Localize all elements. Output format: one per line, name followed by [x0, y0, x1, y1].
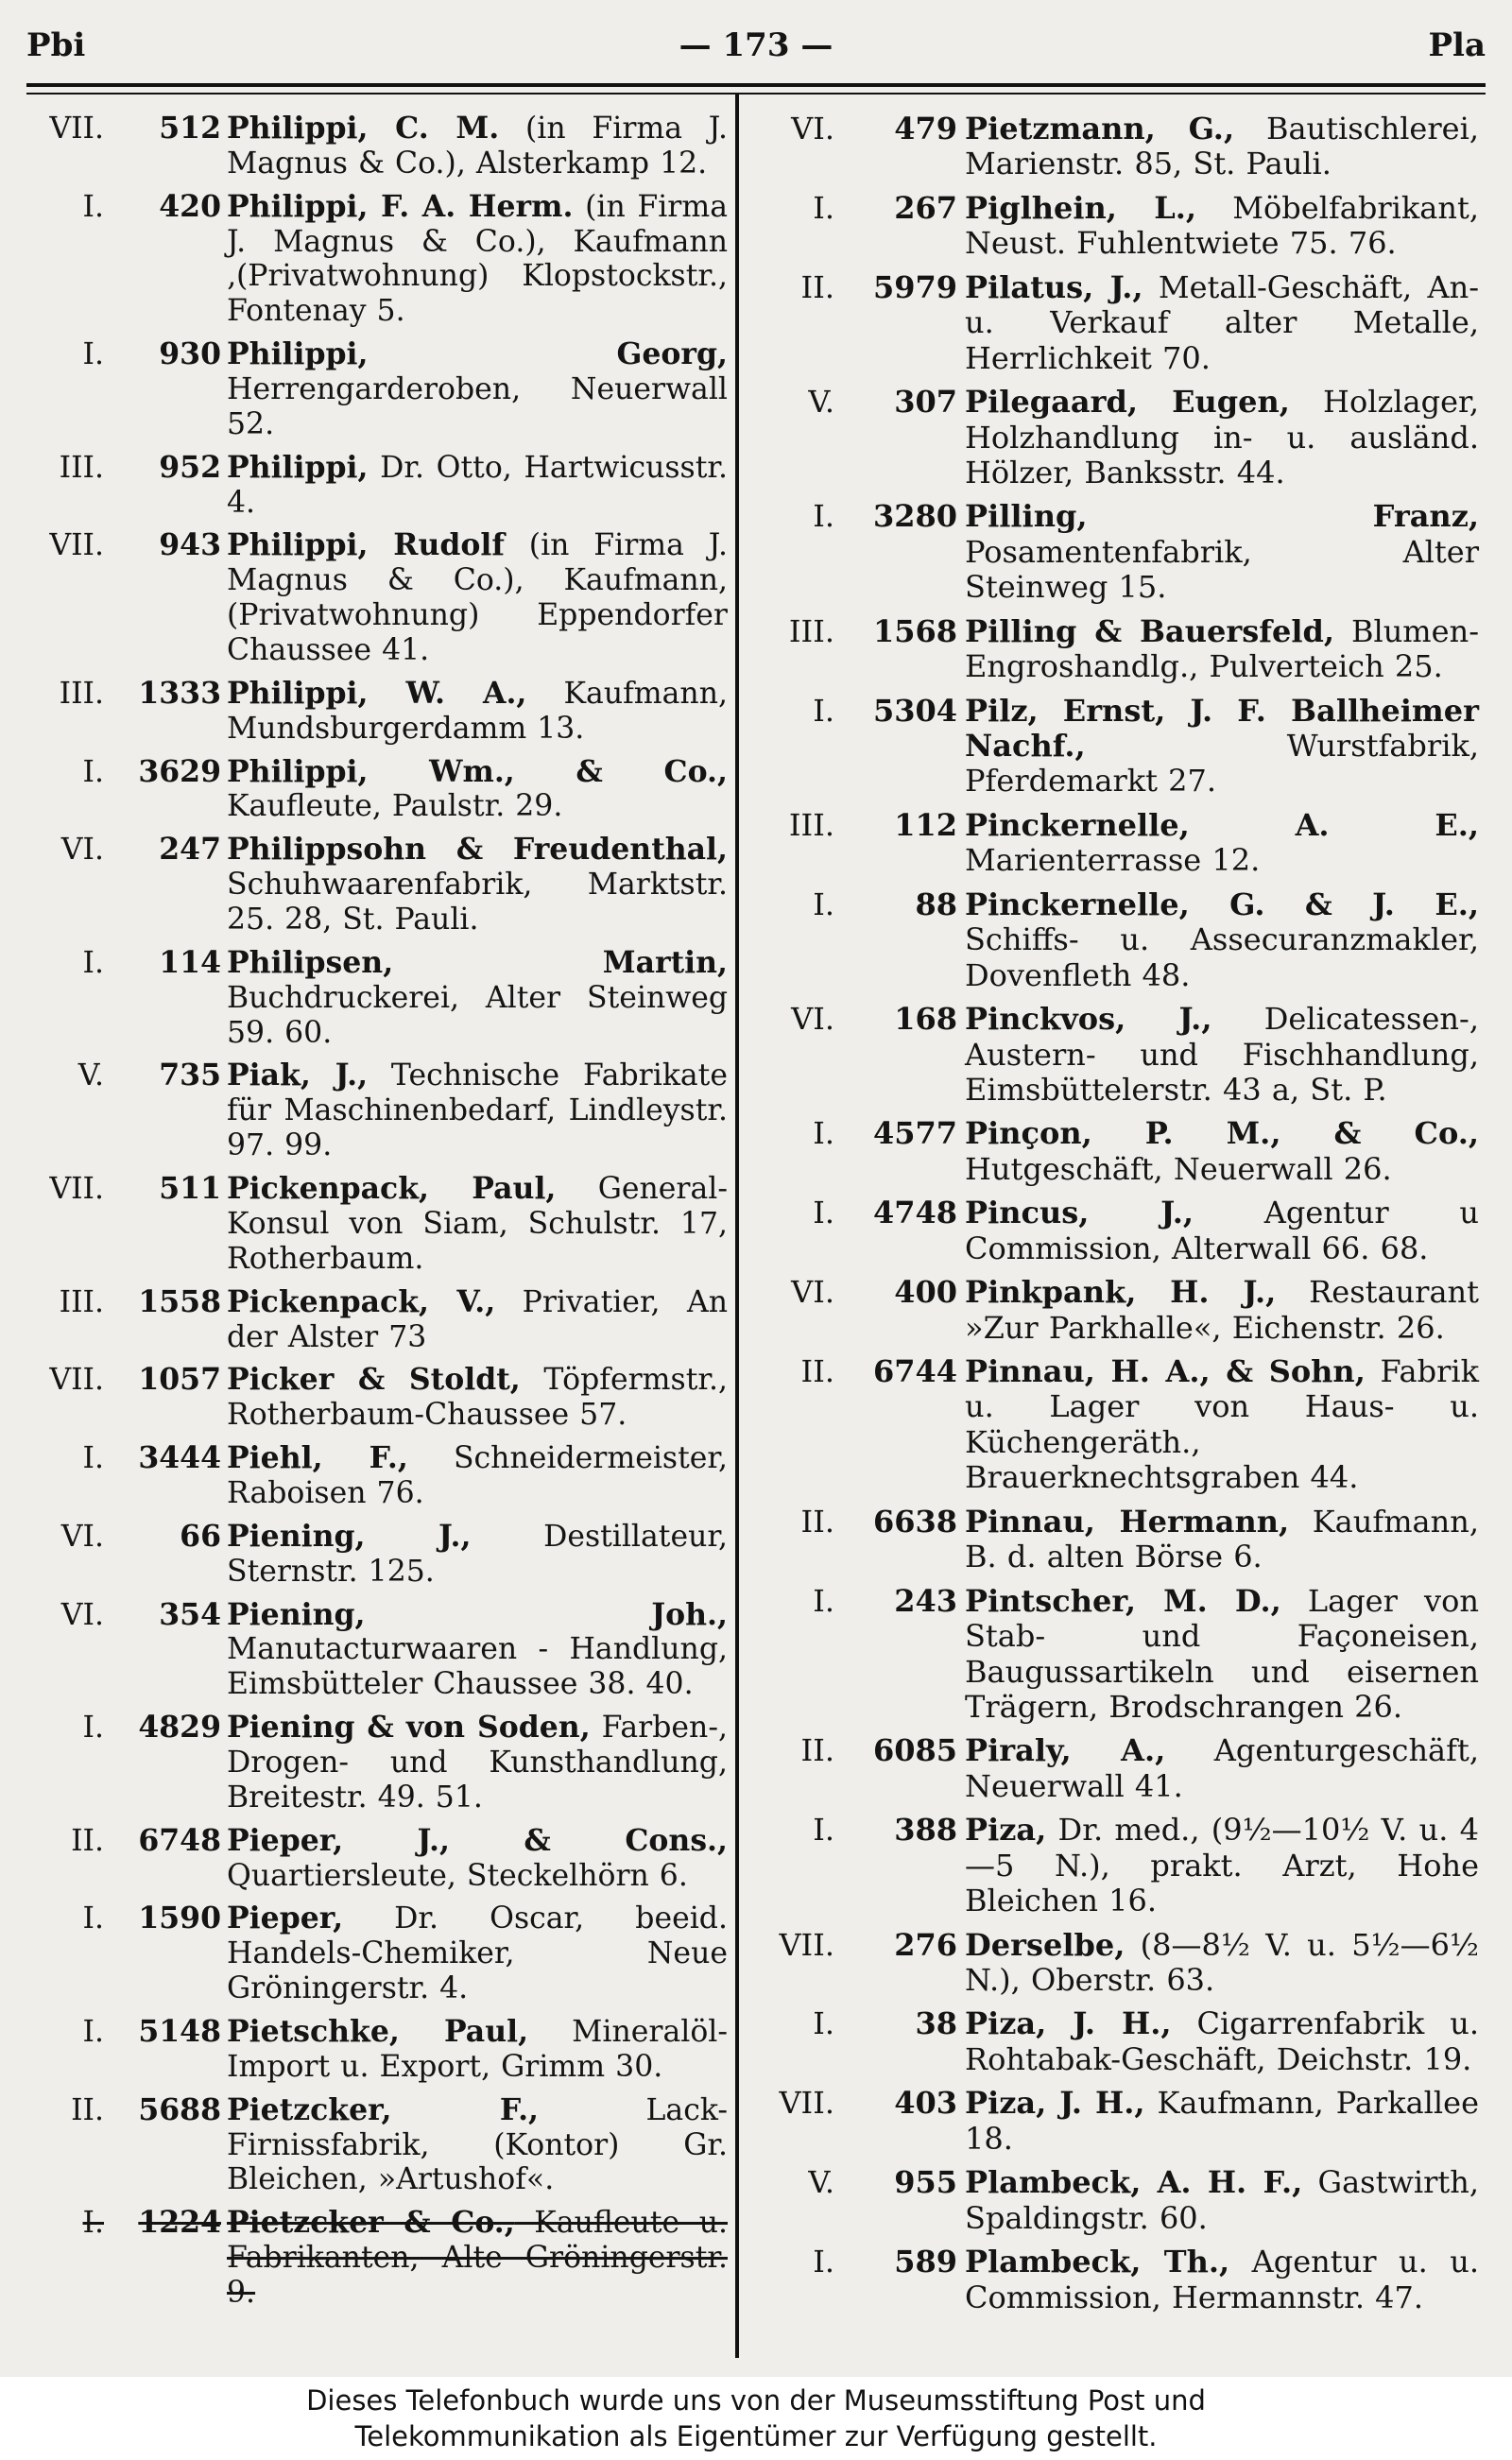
- phone-number: 243: [894, 1582, 957, 1619]
- directory-entry: [749, 1813, 1479, 1918]
- district-number: VII.: [779, 1926, 834, 1963]
- subscriber-details: Manutacturwaaren - Handlung, Eimsbütteler Chaussee 38. 40.: [227, 1632, 728, 1702]
- district-number: III.: [59, 1284, 104, 1319]
- directory-entry: [26, 1824, 728, 1894]
- phone-number: 512: [159, 111, 221, 146]
- subscriber-name: Pinckernelle, A. E.,: [965, 806, 1479, 843]
- subscriber-details: Kaufmann, Mundsburgerdamm 13.: [227, 676, 729, 746]
- subscriber-details: Dr. Oscar, beeid. Handels-Chemiker, Neue Gröningerstr. 4.: [227, 1901, 728, 2006]
- phone-number: 1568: [872, 612, 957, 649]
- phone-number: 4577: [872, 1115, 957, 1152]
- subscriber-name: Piraly, A.,: [965, 1732, 1166, 1769]
- directory-entry: [749, 1584, 1479, 1726]
- directory-entry: [749, 2165, 1479, 2236]
- page-header: [26, 26, 1486, 74]
- phone-number: 943: [159, 527, 221, 563]
- phone-number: 5979: [872, 268, 957, 305]
- subscriber-name: Pinnau, H. A., & Sohn,: [965, 1353, 1366, 1389]
- subscriber-details: Schiffs- u. Assecuranzmakler, Dovenfleth 48.: [965, 921, 1479, 993]
- subscriber-name: Pintscher, M. D.,: [965, 1582, 1281, 1619]
- entry-text: [227, 1520, 728, 1590]
- subscriber-details: Mineralöl-Import u. Export, Grimm 30.: [227, 2014, 728, 2084]
- subscriber-details: Quartiersleute, Steckelhörn 6.: [227, 1858, 688, 1893]
- subscriber-name: Philipsen, Martin,: [227, 944, 728, 980]
- subscriber-details: Lack-Firnissfabrik, (Kontor) Gr. Bleichen, »Artushof«.: [227, 2092, 729, 2197]
- district-number: V.: [808, 2164, 834, 2201]
- header-rule: [26, 83, 1486, 87]
- subscriber-details: (in Firma J. Magnus & Co.), Kaufmann ‚(Privatwohnung) Klopstockstr., Fontenay 5.: [227, 189, 728, 329]
- directory-entry: [749, 1505, 1479, 1575]
- district-number: II.: [71, 2092, 104, 2127]
- subscriber-details: Herrengarderoben, Neuerwall 52.: [227, 372, 728, 441]
- phone-number: 4829: [138, 1710, 221, 1746]
- subscriber-name: Pilegaard, Eugen,: [965, 384, 1290, 421]
- directory-entry: [749, 1002, 1479, 1108]
- phone-number: 388: [894, 1812, 957, 1849]
- phone-number: 400: [894, 1274, 957, 1311]
- phone-number: 114: [159, 944, 221, 980]
- directory-entry: [749, 694, 1479, 800]
- entry-text: [965, 270, 1479, 376]
- phone-number: 38: [915, 2005, 957, 2042]
- district-number: III.: [59, 676, 104, 711]
- directory-entry: [26, 1285, 728, 1355]
- subscriber-details: Posamentenfabrik, Alter Steinweg 15.: [965, 533, 1479, 606]
- directory-entry: [26, 2206, 728, 2311]
- subscriber-details: Blumen-Engroshandlg., Pulverteich 25.: [965, 612, 1480, 685]
- page-number: — 173 —: [679, 26, 833, 64]
- phone-number: 952: [159, 449, 221, 485]
- subscriber-details: Dr. med., (9½—10½ V. u. 4—5 N.), prakt. Arzt, Hohe Bleichen 16.: [965, 1812, 1479, 1919]
- district-number: I.: [82, 189, 104, 224]
- district-number: III.: [59, 450, 104, 485]
- subscriber-name: Piehl, F.,: [227, 1440, 408, 1476]
- entry-text: [965, 1354, 1479, 1496]
- subscriber-details: Agenturgeschäft, Neuerwall 41.: [965, 1732, 1480, 1804]
- directory-entry: [26, 112, 728, 181]
- district-number: II.: [800, 1732, 834, 1769]
- district-number: VI.: [60, 833, 104, 868]
- subscriber-name: Piak, J.,: [227, 1058, 369, 1093]
- phone-number: 6638: [872, 1503, 957, 1540]
- subscriber-details: Kaufleute, Paulstr. 29.: [227, 789, 563, 824]
- phone-number: 247: [159, 832, 221, 868]
- district-number: VII.: [49, 1172, 104, 1207]
- right-column: [749, 112, 1479, 2324]
- entry-text: [227, 1441, 728, 1511]
- district-number: I.: [82, 2206, 104, 2241]
- entry-text: [227, 2093, 728, 2198]
- entry-text: [965, 2165, 1479, 2236]
- entry-text: [965, 191, 1479, 262]
- subscriber-name: Philippi, C. M.: [227, 111, 500, 146]
- directory-entry: [749, 1354, 1479, 1496]
- subscriber-name: Pinckernelle, G. & J. E.,: [965, 886, 1479, 922]
- subscriber-name: Pincus, J.,: [965, 1195, 1194, 1231]
- district-number: I.: [82, 2014, 104, 2049]
- district-number: VII.: [49, 1363, 104, 1398]
- subscriber-details: Agentur u. u. Commission, Hermannstr. 47.: [965, 2244, 1480, 2315]
- phone-number: 4748: [872, 1195, 957, 1231]
- subscriber-name: Piening, J.,: [227, 1518, 472, 1554]
- subscriber-details: Bautischlerei, Marienstr. 85, St. Pauli.: [965, 111, 1480, 182]
- subscriber-details: Kaufmann, Parkallee 18.: [965, 2085, 1480, 2157]
- entry-text: [965, 694, 1479, 800]
- directory-entry: [26, 528, 728, 667]
- subscriber-name: Pinckvos, J.,: [965, 1001, 1212, 1038]
- directory-entry: [749, 887, 1479, 993]
- subscriber-name: Philippi, F. A. Herm.: [227, 188, 574, 224]
- district-number: I.: [813, 692, 834, 729]
- phone-number: 1057: [138, 1362, 221, 1398]
- subscriber-name: Pinçon, P. M., & Co.,: [965, 1115, 1479, 1152]
- subscriber-name: Pilatus, J.,: [965, 268, 1143, 305]
- phone-number: 66: [180, 1518, 221, 1554]
- phone-number: 112: [894, 806, 957, 843]
- subscriber-details: Destillateur, Sternstr. 125.: [227, 1519, 728, 1589]
- entry-text: [227, 2015, 728, 2085]
- subscriber-name: Pinkpank, H. J.,: [965, 1274, 1277, 1311]
- phone-number: 6748: [138, 1822, 221, 1858]
- directory-entry: [26, 677, 728, 747]
- directory-entry: [26, 946, 728, 1051]
- subscriber-name: Pietzcker & Co.,: [227, 2205, 515, 2241]
- phone-number: 276: [894, 1926, 957, 1963]
- entry-text: [227, 833, 728, 938]
- entry-text: [965, 808, 1479, 879]
- subscriber-details: Privatier, An der Alster 73: [227, 1284, 729, 1354]
- entry-text: [965, 1928, 1479, 1999]
- left-column: [26, 112, 728, 2319]
- subscriber-name: Pickenpack, Paul,: [227, 1171, 557, 1207]
- subscriber-details: Dr. Otto, Hartwicusstr. 4.: [227, 450, 728, 520]
- subscriber-details: Technische Fabrikate für Maschinenbedarf, Lindleystr. 97. 99.: [227, 1058, 728, 1163]
- entry-text: [227, 1285, 728, 1355]
- phone-number: 267: [894, 189, 957, 226]
- entry-text: [227, 755, 728, 825]
- subscriber-details: Hutgeschäft, Neuerwall 26.: [965, 1150, 1392, 1187]
- entry-text: [227, 1058, 728, 1163]
- subscriber-details: Gastwirth, Spaldingstr. 60.: [965, 2164, 1480, 2236]
- entry-text: [965, 1584, 1479, 1726]
- district-number: I.: [82, 1441, 104, 1476]
- district-number: VI.: [791, 1274, 834, 1311]
- district-number: I.: [813, 498, 834, 535]
- entry-text: [227, 1598, 728, 1703]
- phone-number: 3280: [872, 498, 957, 535]
- header-left-keyword: Pbi: [26, 26, 86, 64]
- district-number: II.: [800, 1503, 834, 1540]
- entry-text: [227, 1363, 728, 1433]
- entry-text: [965, 1196, 1479, 1266]
- directory-entry: [26, 1441, 728, 1511]
- entry-text: [965, 2006, 1479, 2077]
- entry-text: [227, 1711, 728, 1815]
- directory-entry: [26, 337, 728, 442]
- subscriber-details: Wurstfabrik, Pferdemarkt 27.: [965, 728, 1479, 800]
- phone-number: 479: [894, 111, 957, 146]
- directory-entry: [26, 2093, 728, 2198]
- entry-text: [965, 2245, 1479, 2315]
- subscriber-details: Kaufmann, B. d. alten Börse 6.: [965, 1503, 1480, 1575]
- district-number: VI.: [791, 1001, 834, 1038]
- phone-number: 1590: [138, 1901, 221, 1936]
- entry-text: [227, 190, 728, 329]
- subscriber-name: Pieper,: [227, 1901, 344, 1936]
- phone-number: 354: [159, 1596, 221, 1632]
- phone-number: 420: [159, 188, 221, 224]
- subscriber-name: Pilling, Franz,: [965, 498, 1479, 535]
- directory-entry: [749, 1275, 1479, 1346]
- district-number: III.: [788, 612, 834, 649]
- entry-text: [227, 677, 728, 747]
- directory-entry: [749, 270, 1479, 376]
- entry-text: [965, 2086, 1479, 2157]
- district-number: I.: [82, 1901, 104, 1936]
- directory-entry: [26, 833, 728, 938]
- district-number: I.: [813, 1812, 834, 1849]
- directory-entry: [749, 2245, 1479, 2315]
- subscriber-name: Philippi, Rudolf: [227, 527, 505, 563]
- district-number: VII.: [779, 2085, 834, 2122]
- directory-entry: [749, 191, 1479, 262]
- subscriber-details: Schneidermeister, Raboisen 76.: [227, 1441, 728, 1510]
- footer-line-2: Telekommunikation als Eigentümer zur Verfügung gestellt.: [354, 2420, 1158, 2452]
- entry-text: [227, 337, 728, 442]
- phone-number: 930: [159, 336, 221, 372]
- subscriber-name: Pilz, Ernst, J. F. Ballheimer Nachf.,: [965, 692, 1479, 764]
- entry-text: [227, 946, 728, 1051]
- entry-text: [965, 614, 1479, 685]
- subscriber-name: Pietzmann, G.,: [965, 111, 1235, 146]
- phone-number: 3444: [138, 1440, 221, 1476]
- directory-entry: [26, 190, 728, 329]
- subscriber-name: Philippi, W. A.,: [227, 675, 527, 711]
- entry-text: [965, 1813, 1479, 1918]
- directory-entry: [749, 1928, 1479, 1999]
- directory-entry: [749, 1733, 1479, 1804]
- subscriber-details: General-Konsul von Siam, Schulstr. 17, Rotherbaum.: [227, 1172, 728, 1276]
- entry-text: [965, 1505, 1479, 1575]
- district-number: I.: [813, 2005, 834, 2042]
- subscriber-details: Metall-Geschäft, An- u. Verkauf alter Metalle, Herrlichkeit 70.: [965, 268, 1480, 376]
- subscriber-details: (8—8½ V. u. 5½—6½ N.), Oberstr. 63.: [965, 1926, 1479, 1998]
- footer-notice: [0, 2377, 1512, 2460]
- entry-text: [965, 887, 1479, 993]
- header-rule-thin: [26, 93, 1486, 95]
- entry-text: [227, 1901, 728, 2006]
- district-number: I.: [813, 886, 834, 922]
- phone-number: 1224: [138, 2205, 221, 2241]
- phone-number: 5688: [138, 2091, 221, 2127]
- district-number: V.: [808, 384, 834, 421]
- phone-number: 88: [915, 886, 957, 922]
- subscriber-name: Pietzcker, F.,: [227, 2091, 540, 2127]
- subscriber-name: Plambeck, Th.,: [965, 2244, 1230, 2280]
- phone-number: 403: [894, 2085, 957, 2122]
- directory-entry: [749, 808, 1479, 879]
- phone-number: 307: [894, 384, 957, 421]
- entry-text: [965, 1733, 1479, 1804]
- directory-entry: [749, 499, 1479, 605]
- footer-line-1: Dieses Telefonbuch wurde uns von der Museumsstiftung Post und: [306, 2384, 1206, 2417]
- phone-number: 1333: [138, 675, 221, 711]
- district-number: I.: [813, 189, 834, 226]
- subscriber-name: Piening, Joh.,: [227, 1596, 728, 1632]
- directory-entry: [749, 2006, 1479, 2077]
- subscriber-details: (in Firma J. Magnus & Co.), Kaufmann, (Privatwohnung) Eppendorfer Chaussee 41.: [227, 528, 728, 668]
- entry-text: [227, 112, 728, 181]
- subscriber-name: Pietschke, Paul,: [227, 2013, 529, 2049]
- subscriber-details: Möbelfabrikant, Neust. Fuhlentwiete 75. 76.: [965, 189, 1480, 262]
- district-number: VI.: [60, 1597, 104, 1632]
- subscriber-details: Agentur u Commission, Alterwall 66. 68.: [965, 1195, 1480, 1266]
- phone-number: 1558: [138, 1283, 221, 1319]
- subscriber-name: Piza,: [965, 1812, 1047, 1849]
- district-number: I.: [813, 2244, 834, 2280]
- subscriber-name: Philippsohn & Freudenthal,: [227, 832, 728, 868]
- subscriber-details: Buchdruckerei, Alter Steinweg 59. 60.: [227, 980, 728, 1050]
- district-number: VII.: [49, 528, 104, 563]
- directory-entry: [26, 1172, 728, 1277]
- phone-number: 955: [894, 2164, 957, 2201]
- subscriber-details: Töpfermstr., Rotherbaum-Chaussee 57.: [227, 1363, 728, 1433]
- district-number: I.: [813, 1115, 834, 1152]
- subscriber-name: Philippi, Georg,: [227, 336, 728, 372]
- entry-text: [965, 1002, 1479, 1108]
- phone-number: 168: [894, 1001, 957, 1038]
- district-number: I.: [813, 1195, 834, 1231]
- phone-number: 5304: [872, 692, 957, 729]
- directory-entry: [26, 755, 728, 825]
- subscriber-name: Derselbe,: [965, 1926, 1125, 1963]
- directory-entry: [26, 1711, 728, 1815]
- entry-text: [965, 112, 1479, 182]
- subscriber-details: Kaufleute u. Fabrikanten, Alte Gröningerstr. 9.: [227, 2206, 728, 2310]
- header-right-keyword: Pla: [1428, 26, 1486, 64]
- subscriber-name: Pilling & Bauersfeld,: [965, 612, 1335, 649]
- phone-number: 5148: [138, 2013, 221, 2049]
- subscriber-name: Picker & Stoldt,: [227, 1362, 521, 1398]
- phone-number: 6744: [872, 1353, 957, 1389]
- subscriber-name: Pickenpack, V.,: [227, 1283, 496, 1319]
- subscriber-details: Fabrik u. Lager von Haus- u. Küchengeräth., Brauerknechtsgraben 44.: [965, 1353, 1480, 1496]
- entry-text: [965, 385, 1479, 490]
- phone-number: 3629: [138, 753, 221, 789]
- subscriber-name: Philippi,: [227, 449, 369, 485]
- directory-entry: [749, 1196, 1479, 1266]
- subscriber-name: Piza, J. H.,: [965, 2085, 1145, 2122]
- subscriber-details: Farben-, Drogen- und Kunsthandlung, Breitestr. 49. 51.: [227, 1711, 728, 1815]
- subscriber-name: Piza, J. H.,: [965, 2005, 1172, 2042]
- entry-text: [965, 1275, 1479, 1346]
- subscriber-name: Pieper, J., & Cons.,: [227, 1822, 728, 1858]
- entry-text: [227, 1172, 728, 1277]
- directory-entry: [26, 1598, 728, 1703]
- district-number: I.: [813, 1582, 834, 1619]
- directory-entry: [749, 385, 1479, 490]
- subscriber-name: Piening & von Soden,: [227, 1710, 591, 1746]
- subscriber-name: Philippi, Wm., & Co.,: [227, 753, 728, 789]
- subscriber-details: Restaurant »Zur Parkhalle«, Eichenstr. 26.: [965, 1274, 1480, 1346]
- subscriber-name: Plambeck, A. H. F.,: [965, 2164, 1303, 2201]
- district-number: II.: [71, 1823, 104, 1858]
- entry-text: [227, 1824, 728, 1894]
- directory-entry: [749, 1116, 1479, 1187]
- district-number: V.: [77, 1058, 104, 1093]
- entry-text: [965, 1116, 1479, 1187]
- directory-entry: [26, 1520, 728, 1590]
- district-number: III.: [788, 806, 834, 843]
- entry-text: [227, 451, 728, 521]
- district-number: VI.: [791, 111, 834, 146]
- phone-number: 589: [894, 2244, 957, 2280]
- entry-text: [227, 528, 728, 667]
- directory-entry: [749, 614, 1479, 685]
- subscriber-details: Delicatessen-, Austern- und Fischhandlung, Eimsbüttelerstr. 43 a, St. P.: [965, 1001, 1479, 1108]
- subscriber-details: Cigarrenfabrik u. Rohtabak-Geschäft, Deichstr. 19.: [965, 2005, 1480, 2077]
- entry-text: [965, 499, 1479, 605]
- subscriber-details: Lager von Stab- und Façoneisen, Baugussartikeln und eisernen Trägern, Brodschrangen 26.: [965, 1582, 1480, 1725]
- subscriber-details: Holzlager, Holzhandlung in- u. ausländ. Hölzer, Banksstr. 44.: [965, 384, 1480, 490]
- directory-entry: [749, 2086, 1479, 2157]
- district-number: VI.: [60, 1519, 104, 1554]
- district-number: I.: [82, 1711, 104, 1746]
- district-number: II.: [800, 268, 834, 305]
- column-divider: [735, 95, 739, 2358]
- directory-entry: [26, 1901, 728, 2006]
- subscriber-details: Schuhwaarenfabrik, Marktstr. 25. 28, St. Pauli.: [227, 868, 728, 938]
- phone-number: 6085: [872, 1732, 957, 1769]
- directory-entry: [26, 451, 728, 521]
- district-number: I.: [82, 337, 104, 372]
- district-number: I.: [82, 945, 104, 980]
- subscriber-name: Pinnau, Hermann,: [965, 1503, 1290, 1540]
- district-number: II.: [800, 1353, 834, 1389]
- phone-number: 511: [159, 1171, 221, 1207]
- directory-entry: [26, 2015, 728, 2085]
- district-number: VII.: [49, 112, 104, 146]
- directory-entry: [26, 1058, 728, 1163]
- phone-number: 735: [159, 1058, 221, 1093]
- subscriber-details: Marienterrasse 12.: [965, 842, 1261, 879]
- directory-entry: [749, 112, 1479, 182]
- subscriber-name: Piglhein, L.,: [965, 189, 1196, 226]
- subscriber-details: (in Firma J. Magnus & Co.), Alsterkamp 12.: [227, 112, 728, 181]
- district-number: I.: [82, 754, 104, 789]
- entry-text: [227, 2206, 728, 2311]
- directory-entry: [26, 1363, 728, 1433]
